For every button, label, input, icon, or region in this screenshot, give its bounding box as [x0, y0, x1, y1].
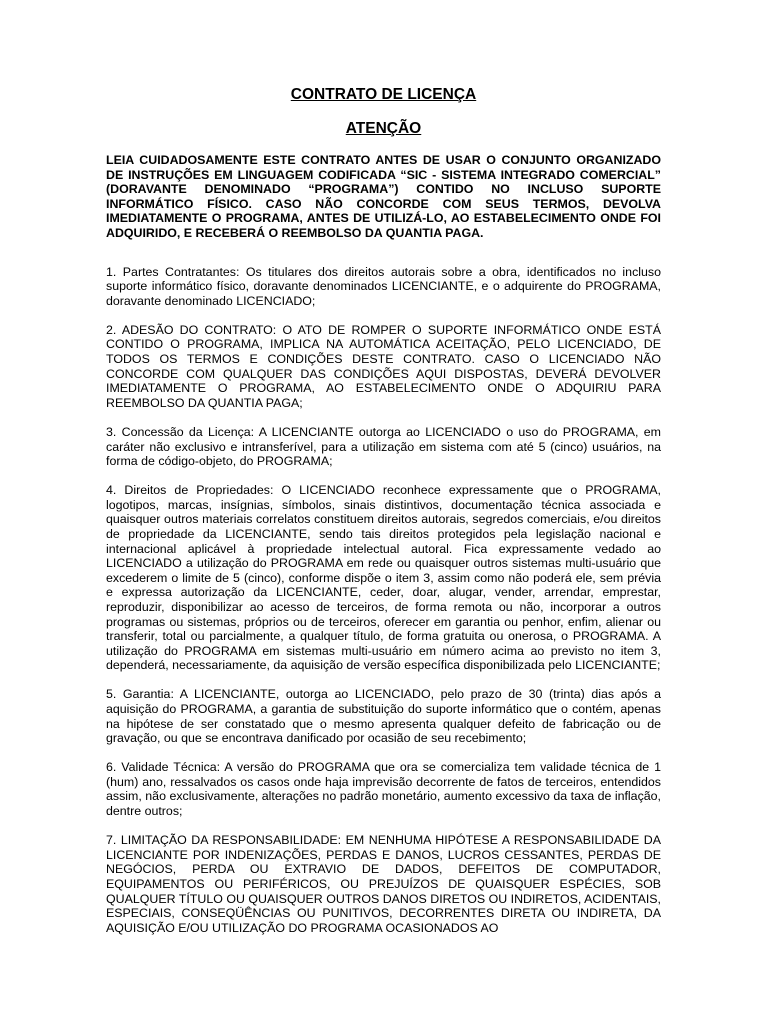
clause-6: 6. Validade Técnica: A versão do PROGRAMA que ora se comercializa tem validade técnica de 1 (hum) ano, ressalvados os casos onde haja imprevisão decorrente de fatos de terceiros, entendidos assim, não exclusivamente, alterações no padrão monetário, aumento excessivo da taxa de inflação, dentre outros;: [106, 760, 661, 819]
warning-paragraph: LEIA CUIDADOSAMENTE ESTE CONTRATO ANTES DE USAR O CONJUNTO ORGANIZADO DE INSTRUÇÕES EM LINGUAGEM CODIFICADA “SIC - SISTEMA INTEGRADO COMERCIAL” (DORAVANTE DENOMINADO “PROGRAMA”) CONTIDO NO INCLUSO SUPORTE INFORMÁTICO FÍSICO. CASO NÃO CONCORDE COM SEUS TERMOS, DEVOLVA IMEDIATAMENTE O PROGRAMA, ANTES DE UTILIZÁ-LO, AO ESTABELECIMENTO ONDE FOI ADQUIRIDO, E RECEBERÁ O REEMBOLSO DA QUANTIA PAGA.: [106, 153, 661, 240]
clause-7: 7. LIMITAÇÃO DA RESPONSABILIDADE: EM NENHUMA HIPÓTESE A RESPONSABILIDADE DA LICENCIANTE POR INDENIZAÇÕES, PERDAS E DANOS, LUCROS CESSANTES, PERDAS DE NEGÓCIOS, PERDA OU EXTRAVIO DE DADOS, DEFEITOS DE COMPUTADOR, EQUIPAMENTOS OU PERIFÉRICOS, OU PREJUÍZOS DE QUAISQUER ESPÉCIES, SOB QUALQUER TÍTULO OU QUAISQUER OUTROS DANOS DIRETOS OU INDIRETOS, ACIDENTAIS, ESPECIAIS, CONSEQÜÊNCIAS OU PUNITIVOS, DECORRENTES DIRETA OU INDIRETA, DA AQUISIÇÃO E/OU UTILIZAÇÃO DO PROGRAMA OCASIONADOS AO: [106, 833, 661, 935]
clause-1: 1. Partes Contratantes: Os titulares dos direitos autorais sobre a obra, identificados no incluso suporte informático físico, doravante denominados LICENCIANTE, e o adquirente do PROGRAMA, doravante denominado LICENCIADO;: [106, 264, 661, 308]
clause-4: 4. Direitos de Propriedades: O LICENCIADO reconhece expressamente que o PROGRAMA, logotipos, marcas, insígnias, símbolos, sinais distintivos, documentação técnica associada e quaisquer outros materiais correlatos constituem direitos autorais, segredos comerciais, e/ou direitos de propriedade da LICENCIANTE, sendo tais direitos protegidos pela legislação nacional e internacional aplicável à propriedade intelectual autoral. Fica expressamente vedado ao LICENCIADO a utilização do PROGRAMA em rede ou quaisquer outros sistemas multi-usuário que excederem o limite de 5 (cinco), conforme dispõe o item 3, assim como não poderá ele, sem prévia e expressa autorização da LICENCIANTE, ceder, doar, alugar, vender, arrendar, emprestar, reproduzir, disponibilizar ao acesso de terceiros, de forma remota ou não, incorporar a outros programas ou sistemas, próprios ou de terceiros, oferecer em garantia ou penhor, enfim, alienar ou transferir, total ou parcialmente, a qualquer título, de forma gratuita ou onerosa, o PROGRAMA. A utilização do PROGRAMA em sistemas multi-usuário em número acima ao previsto no item 3, dependerá, necessariamente, da aquisição de versão específica disponibilizada pelo LICENCIANTE;: [106, 483, 661, 673]
clauses-list: [106, 265, 661, 936]
clause-2: 2. ADESÃO DO CONTRATO: O ATO DE ROMPER O SUPORTE INFORMÁTICO ONDE ESTÁ CONTIDO O PROGRAMA, IMPLICA NA AUTOMÁTICA ACEITAÇÃO, PELO LICENCIADO, DE TODOS OS TERMOS E CONDIÇÕES DESTE CONTRATO. CASO O LICENCIADO NÃO CONCORDE COM QUALQUER DAS CONDIÇÕES AQUI DISPOSTAS, DEVERÁ DEVOLVER IMEDIATAMENTE O PROGRAMA, AO ESTABELECIMENTO ONDE O ADQUIRIU PARA REEMBOLSO DA QUANTIA PAGA;: [106, 322, 661, 410]
document-subtitle: ATENÇÃO: [345, 120, 422, 137]
document-title: CONTRATO DE LICENÇA: [290, 86, 477, 103]
clause-3: 3. Concessão da Licença: A LICENCIANTE outorga ao LICENCIADO o uso do PROGRAMA, em caráter não exclusivo e intransferível, para a utilização em sistema com até 5 (cinco) usuários, na forma de código-objeto, do PROGRAMA;: [106, 424, 661, 469]
clause-5: 5. Garantia: A LICENCIANTE, outorga ao LICENCIADO, pelo prazo de 30 (trinta) dias após a aquisição do PROGRAMA, a garantia de substituição do suporte informático que o contém, apenas na hipótese de ser constatado que o mesmo apresenta qualquer defeito de fabricação ou de gravação, ou que se encontrava danificado por ocasião de seu recebimento;: [106, 687, 661, 746]
